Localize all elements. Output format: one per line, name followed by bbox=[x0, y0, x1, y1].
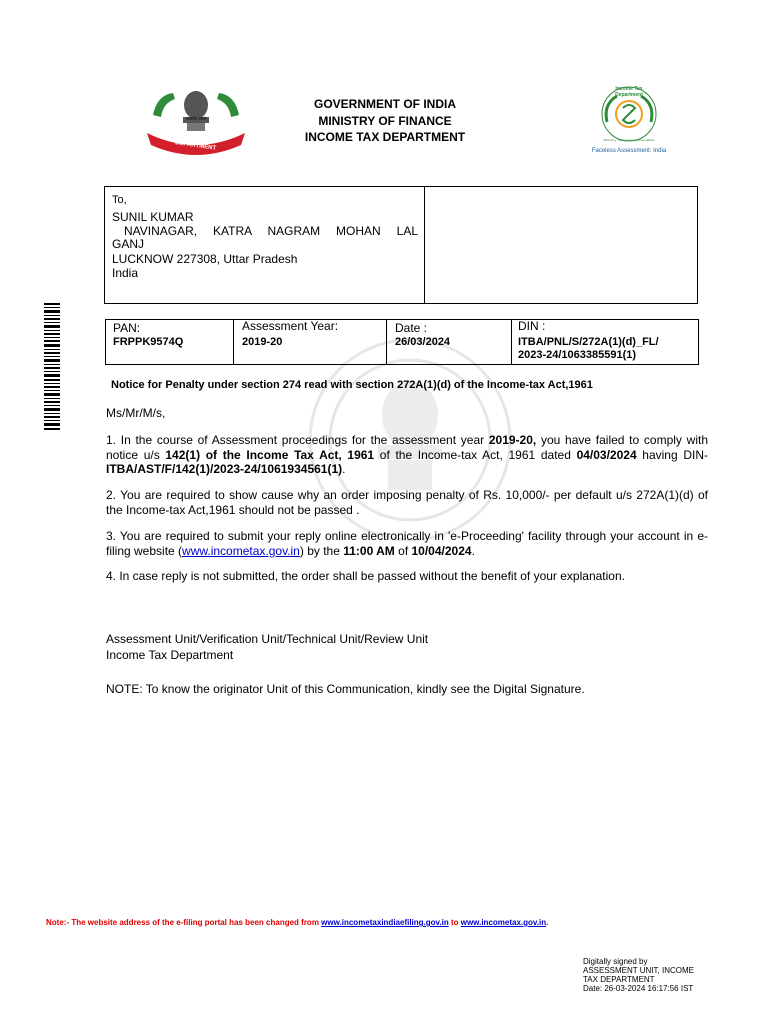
date-label: Date : bbox=[395, 321, 428, 335]
old-portal-link[interactable]: www.incometaxindiaefiling.gov.in bbox=[321, 918, 449, 927]
portal-note-text-c: . bbox=[546, 918, 549, 927]
emblem-banner-text: INCOME TAX DEPARTMENT bbox=[174, 134, 217, 152]
p1-assessment-year: 2019-20, bbox=[488, 433, 537, 447]
new-portal-link[interactable]: www.incometax.gov.in bbox=[460, 918, 547, 927]
din-label: DIN : bbox=[518, 319, 546, 333]
p3-deadline-time: 11:00 AM bbox=[343, 543, 395, 558]
p3-text-b: ) by the bbox=[299, 543, 344, 558]
table-divider-2 bbox=[386, 320, 387, 364]
p1-notice-date: 04/03/2024 bbox=[576, 447, 637, 462]
originator-note: NOTE: To know the originator Unit of this Communication, kindly see the Digital Signature. bbox=[106, 682, 585, 696]
p1-section: 142(1) of the Income Tax Act, 1961 bbox=[165, 447, 375, 462]
address-line-3: LUCKNOW 227308, Uttar Pradesh bbox=[112, 252, 298, 266]
notice-info-table bbox=[105, 319, 699, 365]
din-value-line-2: 2023-24/1063385591(1) bbox=[518, 349, 637, 361]
pan-value: FRPPK9574Q bbox=[113, 336, 184, 348]
notice-title: Notice for Penalty under section 274 read with section 272A(1)(d) of the Income-tax Act,1961 bbox=[111, 379, 593, 391]
recipient-name: SUNIL KUMAR bbox=[112, 210, 194, 224]
p1-din: ITBA/AST/F/142(1)/2023-24/1061934561(1) bbox=[106, 462, 343, 476]
efiling-website-link[interactable]: www.incometax.gov.in bbox=[182, 543, 300, 558]
portal-change-note bbox=[46, 918, 548, 927]
assessment-year-label: Assessment Year: bbox=[242, 319, 339, 333]
header-government: GOVERNMENT OF INDIA bbox=[313, 97, 456, 111]
seal-arc-bottom-text: Efficiency Transparency Accountability bbox=[603, 138, 655, 142]
p3-text-c: of bbox=[394, 543, 412, 558]
digital-signature bbox=[583, 957, 733, 993]
address-divider bbox=[424, 187, 425, 303]
portal-note-text-a: Note:- The website address of the e-filing portal has been changed from bbox=[46, 918, 322, 927]
signature-line-2: ASSESSMENT UNIT, INCOME bbox=[583, 966, 694, 975]
signature-line-1: Digitally signed by bbox=[583, 957, 648, 966]
assessment-year-value: 2019-20 bbox=[242, 336, 283, 348]
p1-text-c: you have failed to comply with notice u/s bbox=[106, 433, 708, 462]
header-ministry: MINISTRY OF FINANCE bbox=[318, 114, 452, 128]
paragraph-2: 2. You are required to show cause why an order imposing penalty of Rs. 10,000/- per default u/s 272A(1)(d) of the Income-tax Act,1961 should not be passed . bbox=[106, 488, 708, 517]
signature-line-3: TAX DEPARTMENT bbox=[583, 975, 655, 984]
address-to: To, bbox=[112, 194, 127, 206]
din-value-line-1: ITBA/PNL/S/272A(1)(d)_FL/ bbox=[518, 336, 659, 348]
salutation: Ms/Mr/M/s, bbox=[106, 406, 166, 420]
paragraph-4: 4. In case reply is not submitted, the order shall be passed without the benefit of your explanation. bbox=[106, 569, 625, 583]
faceless-assessment-logo bbox=[583, 82, 675, 162]
portal-note-text-b: to bbox=[448, 918, 461, 927]
emblem-motto: सत्यमेव जयते bbox=[186, 116, 206, 121]
issuing-unit-line-1: Assessment Unit/Verification Unit/Technical Unit/Review Unit bbox=[106, 632, 429, 646]
date-value: 26/03/2024 bbox=[395, 336, 451, 348]
signature-line-4: Date: 26-03-2024 16:17:56 IST bbox=[583, 984, 694, 993]
p1-text-a: 1. In the course of Assessment proceedings for the assessment year bbox=[106, 433, 489, 447]
p1-text-g: having DIN- bbox=[636, 447, 708, 462]
address-line-2: GANJ bbox=[112, 237, 145, 251]
address-line-4: India bbox=[112, 266, 139, 280]
address-line-1: NAVINAGAR, KATRA NAGRAM MOHAN LAL bbox=[124, 224, 418, 238]
p3-deadline-date: 10/04/2024 bbox=[411, 543, 472, 558]
seal-arc-text: Income Tax Department bbox=[615, 86, 643, 98]
pan-label: PAN: bbox=[113, 321, 141, 335]
p1-text-e: of the Income-tax Act, 1961 dated bbox=[374, 447, 577, 462]
paragraph-1 bbox=[106, 433, 708, 477]
table-divider-3 bbox=[511, 320, 512, 364]
table-divider-1 bbox=[233, 320, 234, 364]
address-box bbox=[104, 186, 698, 304]
p3-text-d: . bbox=[471, 543, 475, 558]
p1-text-i: . bbox=[342, 462, 346, 476]
paragraph-3 bbox=[106, 529, 708, 558]
seal-caption: Faceless Assessment: India bbox=[591, 148, 667, 154]
issuing-unit-line-2: Income Tax Department bbox=[106, 648, 234, 662]
income-tax-emblem-logo bbox=[143, 85, 249, 157]
header-department: INCOME TAX DEPARTMENT bbox=[304, 130, 466, 144]
barcode bbox=[44, 303, 60, 431]
p3-text-a: 3. You are required to submit your reply online electronically in 'e-Proceeding' facility through your account in e-filing website ( bbox=[106, 529, 708, 558]
